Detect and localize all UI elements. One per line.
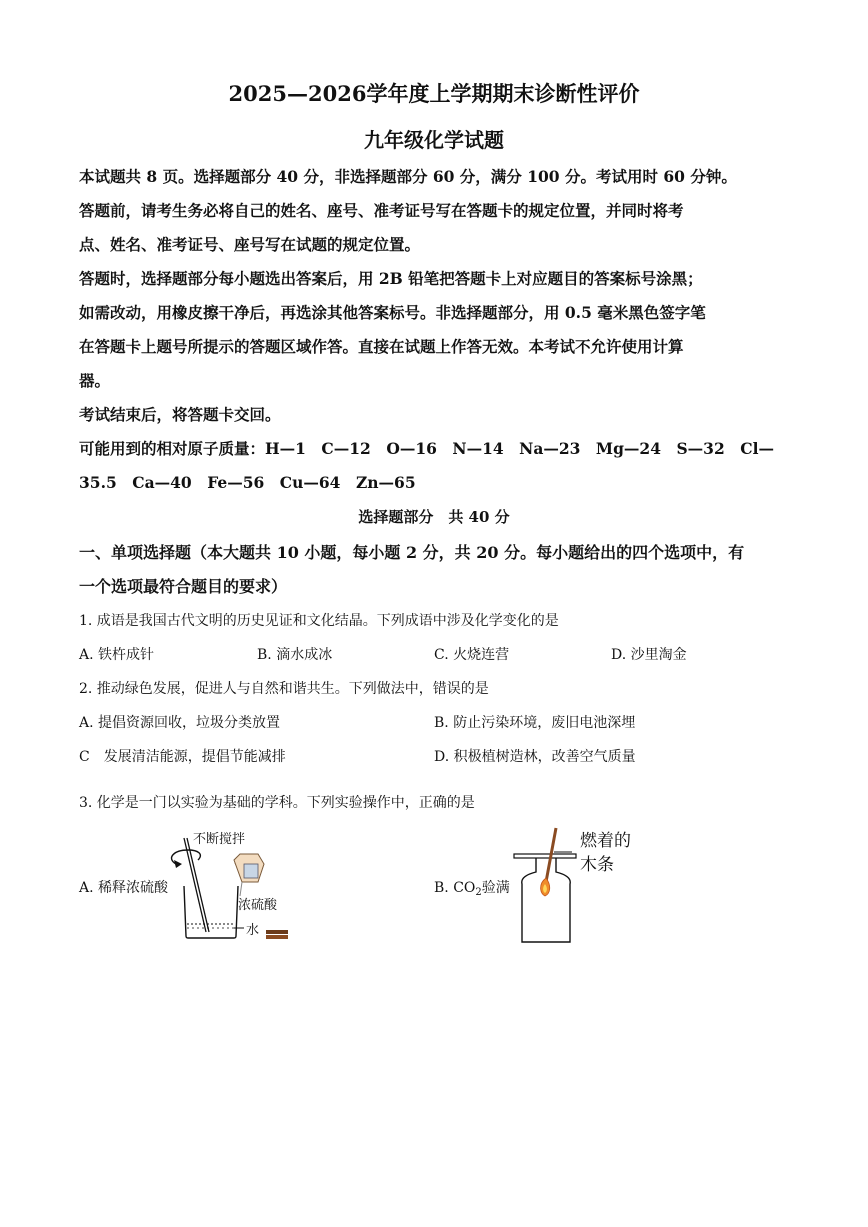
instruction-line: 器。 [79, 371, 111, 390]
instruction-line: 答题时，选择题部分每小题选出答案后，用 2B 铅笔把答题卡上对应题目的答案标号涂黑； [79, 269, 703, 288]
instruction-line: 本试题共 8 页。选择题部分 40 分，非选择题部分 60 分，满分 100 分。考试用时 60 分钟。 [79, 167, 737, 186]
exam-subtitle: 九年级化学试题 [364, 128, 504, 152]
question-2-option-d[interactable]: D. 积极植树造林，改善空气质量 [434, 749, 636, 765]
question-1-stem: 1. 成语是我国古代文明的历史见证和文化结晶。下列成语中涉及化学变化的是 [79, 613, 559, 629]
water-label: 水 [246, 923, 260, 938]
co2-test-figure [510, 824, 580, 946]
question-2-stem: 2. 推动绿色发展，促进人与自然和谐共生。下列做法中，错误的是 [79, 681, 489, 697]
burning-splint [546, 828, 556, 882]
question-1-option-b[interactable]: B. 滴水成冰 [257, 647, 333, 663]
instruction-line: 在答题卡上题号所提示的答题区域作答。直接在试题上作答无效。本考试不允许使用计算 [79, 337, 684, 356]
stirring-rod [184, 838, 206, 932]
splint-label-line2: 木条 [580, 855, 614, 875]
part-title: 一、单项选择题（本大题共 10 小题，每小题 2 分，共 20 分。每小题给出的四个选项中，有 [79, 543, 745, 562]
atomic-mass-line: 可能用到的相对原子质量：H—1 C—12 O—16 N—14 Na—23 Mg—24 S—32 Cl— [79, 439, 774, 458]
instruction-line: 答题前，请考生务必将自己的姓名、座号、准考证号写在答题卡的规定位置，并同时将考 [79, 201, 684, 220]
instruction-line: 如需改动，用橡皮擦干净后，再选涂其他答案标号。非选择题部分，用 0.5 毫米黑色签字笔 [79, 303, 706, 322]
question-3-option-b[interactable]: B. $CO_2$验满 [434, 880, 510, 898]
beaker [184, 886, 238, 938]
question-3-option-a[interactable]: A. 稀释浓硫酸 [79, 880, 169, 896]
glass-plate [514, 854, 576, 858]
question-1-option-a[interactable]: A. 铁杵成针 [79, 647, 155, 663]
splint-label-line1: 燃着的 [580, 831, 631, 851]
question-3-stem: 3. 化学是一门以实验为基础的学科。下列实验操作中，正确的是 [79, 795, 475, 811]
table-block [266, 930, 288, 934]
acid-label: 浓硫酸 [238, 898, 278, 913]
question-1-option-c[interactable]: C. 火烧连营 [434, 647, 510, 663]
question-2-option-c[interactable]: C 发展清洁能源，提倡节能减排 [79, 749, 286, 765]
part-title: 一个选项最符合题目的要求） [79, 577, 288, 596]
question-2-option-b[interactable]: B. 防止污染环境，废旧电池深埋 [434, 715, 636, 731]
instruction-line: 考试结束后，将答题卡交回。 [79, 405, 281, 424]
question-1-option-d[interactable]: D. 沙里淘金 [611, 647, 687, 663]
question-2-option-a[interactable]: A. 提倡资源回收，垃圾分类放置 [79, 715, 281, 731]
atomic-mass-line: 35.5 Ca—40 Fe—56 Cu—64 Zn—65 [79, 473, 416, 492]
stir-label: 不断搅拌 [193, 832, 246, 847]
gas-bottle [522, 858, 570, 942]
section-heading: 选择题部分 共 40 分 [358, 508, 510, 526]
instruction-line: 点、姓名、准考证号、座号写在试题的规定位置。 [79, 235, 421, 254]
exam-title: 2025—2026学年度上学期期末诊断性评价 [228, 81, 640, 106]
